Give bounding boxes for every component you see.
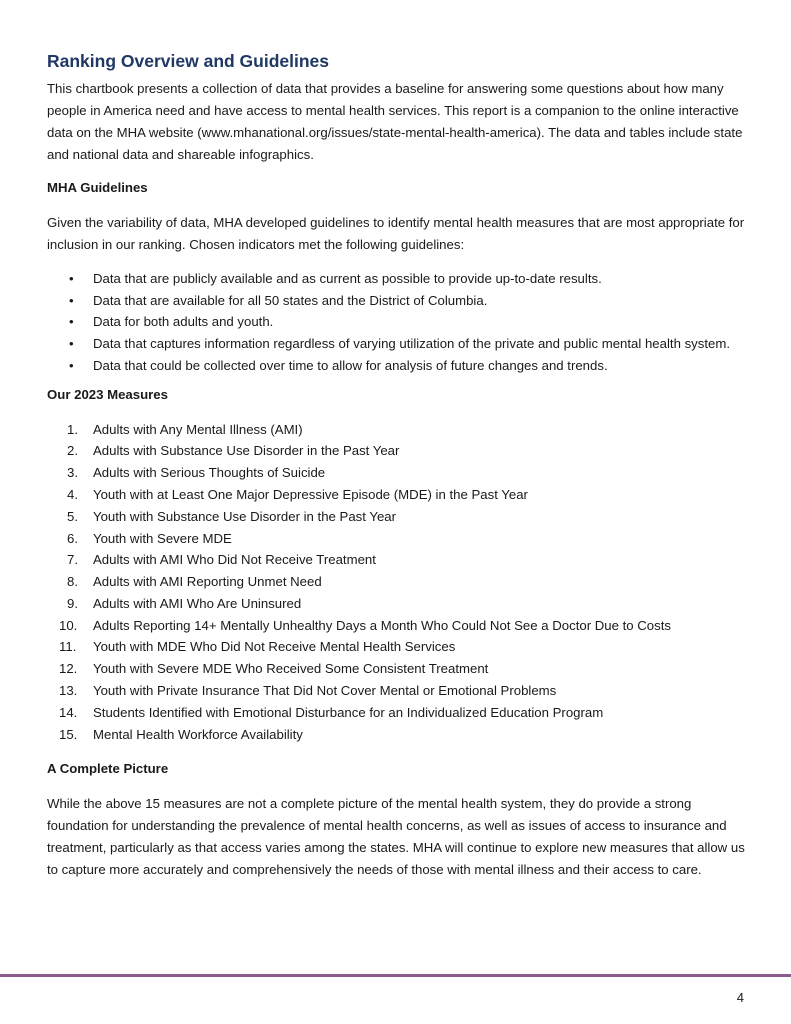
list-item-text: Youth with at Least One Major Depressive Episode (MDE) in the Past Year xyxy=(93,486,528,502)
list-item xyxy=(47,484,747,506)
list-item-number: 13. xyxy=(59,683,78,699)
list-item-text: Mental Health Workforce Availability xyxy=(93,726,303,742)
list-item-text: Adults with Serious Thoughts of Suicide xyxy=(93,465,326,481)
list-item xyxy=(47,680,747,702)
complete-picture-heading: A Complete Picture xyxy=(47,761,169,777)
list-item: • Data that are available for all 50 states and the District of Columbia. xyxy=(47,290,747,312)
list-item-text: Adults with AMI Who Did Not Receive Treatment xyxy=(93,552,376,568)
list-item xyxy=(47,702,747,724)
list-item-number: 2. xyxy=(67,443,78,459)
list-item-text: Adults with Substance Use Disorder in the Past Year xyxy=(93,443,400,459)
footer-divider xyxy=(0,974,791,977)
list-item-text: Youth with Severe MDE xyxy=(93,530,232,546)
list-item xyxy=(47,593,747,615)
list-item-number: 7. xyxy=(67,552,78,568)
measures-heading: Our 2023 Measures xyxy=(47,386,168,402)
measures-list xyxy=(47,419,747,746)
list-item-number: 11. xyxy=(59,639,77,655)
list-item-text: Youth with MDE Who Did Not Receive Mental Health Services xyxy=(93,639,456,655)
list-item-text: Youth with Severe MDE Who Received Some Consistent Treatment xyxy=(93,661,489,677)
list-item-number: 8. xyxy=(67,574,78,590)
list-item-number: 10. xyxy=(59,617,78,633)
list-item xyxy=(47,658,747,680)
list-item xyxy=(47,571,747,593)
list-item-text: Students Identified with Emotional Disturbance for an Individualized Education Program xyxy=(93,704,604,720)
list-item-text: Adults with Any Mental Illness (AMI) xyxy=(93,421,303,437)
intro-paragraph: This chartbook presents a collection of data that provides a baseline for answering some questions about how many people in America need and have access to mental health services. This report is a companion to the online interactive data on the MHA website (www.mhanational.org/issues/state-mental-health-america). The data and tables include state and national data and shareable infographics. xyxy=(47,81,743,162)
list-item-number: 1. xyxy=(67,421,78,437)
list-item-text: Adults with AMI Reporting Unmet Need xyxy=(93,574,322,590)
list-item xyxy=(47,419,747,441)
page-number: 4 xyxy=(736,990,744,1005)
list-item-text: Adults with AMI Who Are Uninsured xyxy=(93,595,302,611)
list-item: • Data that are publicly available and as current as possible to provide up-to-date results. xyxy=(47,268,747,290)
list-item: • Data that captures information regardless of varying utilization of the private and public mental health system. xyxy=(47,333,747,355)
list-item: • Data that could be collected over time to allow for analysis of future changes and trends. xyxy=(47,355,747,377)
list-item-number: 14. xyxy=(59,704,78,720)
list-item xyxy=(47,615,747,637)
list-item xyxy=(47,462,747,484)
list-item-number: 3. xyxy=(67,465,78,481)
guidelines-heading: MHA Guidelines xyxy=(47,180,148,195)
list-item-number: 12. xyxy=(59,661,78,677)
list-item-number: 15. xyxy=(59,726,78,742)
list-item xyxy=(47,636,747,658)
list-item: • Data for both adults and youth. xyxy=(47,311,747,333)
guidelines-list xyxy=(47,268,747,377)
page-title: Ranking Overview and Guidelines xyxy=(47,51,330,71)
list-item-number: 5. xyxy=(67,508,78,524)
list-item-text: Adults Reporting 14+ Mentally Unhealthy Days a Month Who Could Not See a Doctor Due to Costs xyxy=(93,617,671,633)
list-item xyxy=(47,549,747,571)
list-item-number: 4. xyxy=(67,486,78,502)
list-item xyxy=(47,528,747,550)
list-item xyxy=(47,440,747,462)
page-content xyxy=(47,50,747,881)
list-item-number: 6. xyxy=(67,530,78,546)
list-item-text: Youth with Private Insurance That Did Not Cover Mental or Emotional Problems xyxy=(93,683,557,699)
list-item xyxy=(47,506,747,528)
list-item-text: Youth with Substance Use Disorder in the Past Year xyxy=(93,508,397,524)
list-item-number: 9. xyxy=(67,595,78,611)
guidelines-paragraph: Given the variability of data, MHA developed guidelines to identify mental health measures that are most appropriate for inclusion in our ranking. Chosen indicators met the following guidelines: xyxy=(47,215,745,252)
list-item xyxy=(47,724,747,746)
complete-picture-paragraph: While the above 15 measures are not a complete picture of the mental health system, they do provide a strong foundation for understanding the prevalence of mental health concerns, as well as issues of access to insurance and treatment, particularly as that access varies among the states. MHA will continue to explore new measures that allow us to capture more accurately and comprehensively the needs of those with mental illness and their access to care. xyxy=(47,796,745,878)
